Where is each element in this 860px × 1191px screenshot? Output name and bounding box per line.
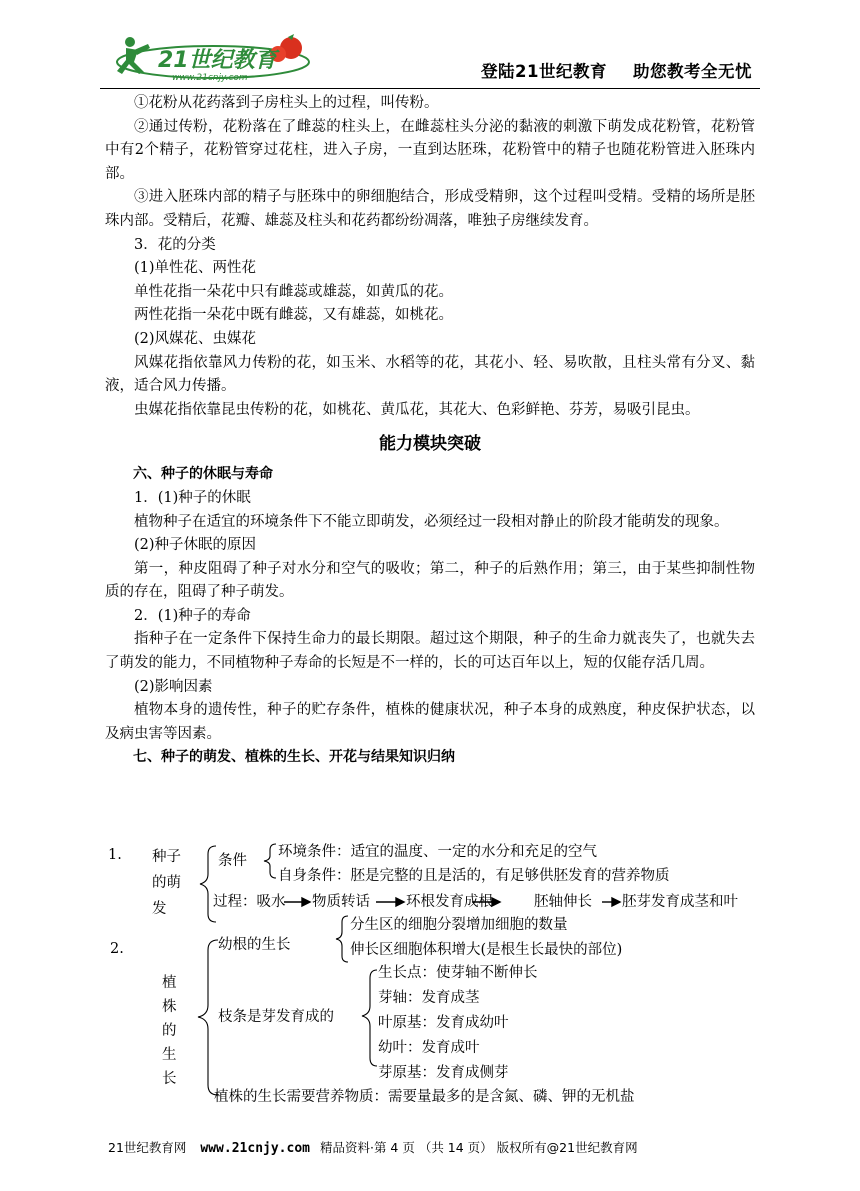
page-header xyxy=(100,30,760,89)
diagram1-title-line3: 发 xyxy=(152,901,167,917)
logo-url: www.21cnjy.com xyxy=(172,73,248,83)
section-title: 能力模块突破 xyxy=(379,434,481,455)
slogan-right: 助您教考全无忧 xyxy=(633,62,752,81)
paragraph-group-top xyxy=(105,92,755,422)
paragraph: 七、种子的萌发、植株的生长、开花与结果知识归纳 xyxy=(133,749,455,766)
paragraph: 单性花指一朵花中只有雌蕊或雄蕊，如黄瓜的花。 xyxy=(134,283,453,300)
paragraph: 指种子在一定条件下保持生命力的最长期限。超过这个期限，种子的生命力就丧失了，也就失去了萌发的能力，不同植物种子寿命的长短是不一样的，长的可达百年以上，短的仅能存活几周。 xyxy=(105,631,755,672)
environment-condition: 环境条件：适宜的温度、一定的水分和充足的空气 xyxy=(278,844,597,860)
bud-item-3: 叶原基：发育成幼叶 xyxy=(378,1015,509,1031)
process-step-5: 胚芽发育成茎和叶 xyxy=(622,894,738,910)
paragraph: 风媒花指依靠风力传粉的花，如玉米、水稻等的花，其花小、轻、易吹散，且柱头常有分叉、黏液，适合风力传播。 xyxy=(105,354,755,395)
paragraph: (2)影响因素 xyxy=(134,678,213,695)
logo-icon xyxy=(108,32,318,84)
bud-item-5: 芽原基：发育成侧芽 xyxy=(378,1065,509,1081)
diagram1-title-line2: 的萌 xyxy=(152,875,181,891)
nutrient-note: 植株的生长需要营养物质：需要量最多的是含氮、磷、钾的无机盐 xyxy=(214,1089,635,1105)
diagram2-title-char5: 长 xyxy=(162,1071,177,1087)
paragraph: 植物本身的遗传性，种子的贮存条件，植株的健康状况，种子本身的成熟度，种皮保护状态，以及病虫害等因素。 xyxy=(105,702,755,742)
process-label: 过程：吸水 xyxy=(213,894,286,910)
paragraph: ②通过传粉，花粉落在了雌蕊的柱头上，在雌蕊柱头分泌的黏液的刺激下萌发成花粉管，花粉管中有2个精子，花粉管穿过花柱，进入子房，一直到达胚珠，花粉管中的精子也随花粉管进入胚珠内部。 xyxy=(105,118,755,182)
process-step-3: 环根发育成根 xyxy=(406,894,493,910)
condition-label: 条件 xyxy=(218,853,247,869)
diagram1-number: 1. xyxy=(108,847,122,863)
paragraph: 1．(1)种子的休眠 xyxy=(134,489,251,506)
header-slogan xyxy=(481,58,752,82)
footer-info: 精品资料·第 4 页 （共 14 页） 版权所有@21世纪教育网 xyxy=(319,1140,638,1155)
slogan-left: 登陆21世纪教育 xyxy=(481,62,607,81)
diagram2-number: 2. xyxy=(110,941,124,957)
footer-site: 21世纪教育网 xyxy=(108,1140,187,1155)
diagram2-title-char3: 的 xyxy=(162,1023,177,1039)
branch-label: 枝条是芽发育成的 xyxy=(218,1009,334,1025)
paragraph: 两性花指一朵花中既有雌蕊，又有雄蕊，如桃花。 xyxy=(134,307,453,324)
paragraph: (2)风媒花、虫媒花 xyxy=(134,330,257,347)
paragraph: ③进入胚珠内部的精子与胚珠中的卵细胞结合，形成受精卵，这个过程叫受精。受精的场所是胚珠内部。受精后，花瓣、雄蕊及柱头和花药都纷纷凋落，唯独子房继续发育。 xyxy=(105,189,755,229)
process-step-2: 物质转话 xyxy=(312,894,370,910)
paragraph: 植物种子在适宜的环境条件下不能立即萌发，必须经过一段相对静止的阶段才能萌发的现象。 xyxy=(134,513,729,530)
process-step-4: 胚轴伸长 xyxy=(534,894,592,910)
diagram2-title-char2: 株 xyxy=(162,999,177,1015)
page-footer xyxy=(108,1138,768,1156)
paragraph: 2．(1)种子的寿命 xyxy=(134,607,251,624)
footer-url: www.21cnjy.com xyxy=(200,1141,310,1156)
paragraph: 第一，种皮阻碍了种子对水分和空气的吸收；第二，种子的后熟作用；第三，由于某些抑制性物质的存在，阻碍了种子萌发。 xyxy=(105,560,755,601)
root-growth-item-2: 伸长区细胞体积增大(是根生长最快的部位) xyxy=(350,942,623,958)
diagram2-title-char1: 植 xyxy=(162,975,177,991)
root-growth-label: 幼根的生长 xyxy=(218,937,291,953)
bud-item-1: 生长点：使芽轴不断伸长 xyxy=(378,965,538,981)
paragraph: 虫媒花指依靠昆虫传粉的花，如桃花、黄瓜花，其花大、色彩鲜艳、芬芳，易吸引昆虫。 xyxy=(134,401,700,418)
self-condition: 自身条件：胚是完整的且是活的，有足够供胚发育的营养物质 xyxy=(278,868,670,884)
paragraph: ①花粉从花药落到子房柱头上的过程，叫传粉。 xyxy=(134,95,439,111)
logo-text: 21世纪教育 xyxy=(158,48,277,73)
paragraph: 六、种子的休眠与寿命 xyxy=(133,466,273,483)
bud-item-4: 幼叶：发育成叶 xyxy=(378,1040,480,1056)
paragraph-group-bottom xyxy=(105,463,755,770)
paragraph: (1)单性花、两性花 xyxy=(134,260,257,277)
knowledge-diagram xyxy=(100,840,760,1116)
diagram2-title-char4: 生 xyxy=(162,1047,177,1063)
diagram1-title-line1: 种子 xyxy=(152,849,181,865)
paragraph: (2)种子休眠的原因 xyxy=(134,537,257,554)
root-growth-item-1: 分生区的细胞分裂增加细胞的数量 xyxy=(350,917,568,933)
document-body xyxy=(105,92,755,770)
bud-item-2: 芽轴：发育成茎 xyxy=(378,990,480,1006)
paragraph: 3．花的分类 xyxy=(134,236,216,253)
